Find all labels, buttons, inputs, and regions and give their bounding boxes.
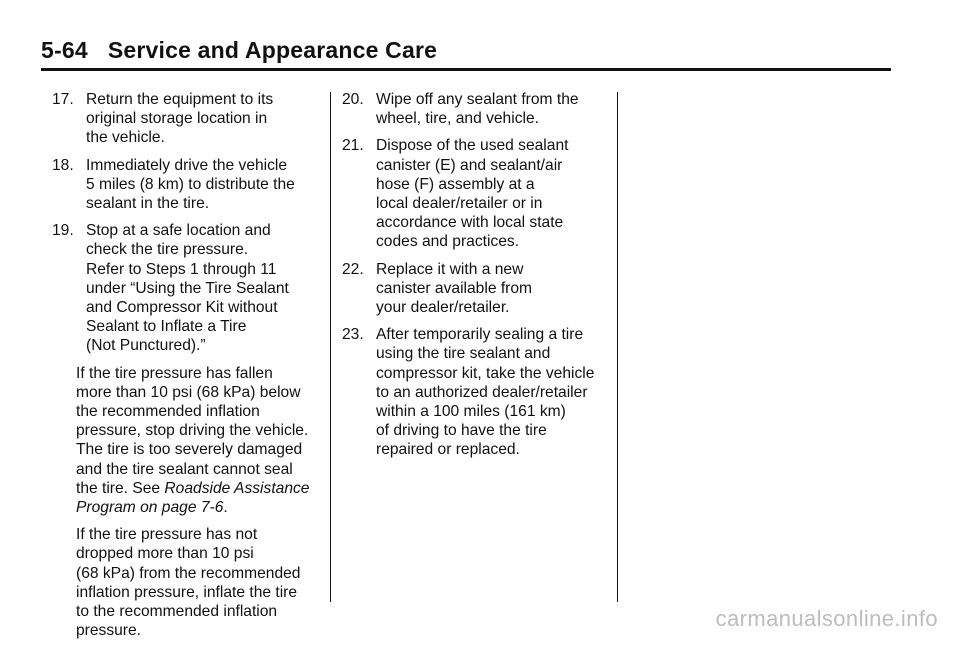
step-number: 20. (342, 91, 364, 108)
site-watermark: carmanualsonline.info (715, 606, 938, 631)
page-title (41, 37, 437, 64)
step-19 (52, 221, 322, 355)
step-18 (52, 156, 322, 214)
paragraph-text: If the tire pressure has fallen more than 10 psi (68 kPa) below the recommended inflation pressure, stop driving the vehicle. The tire is too severely damaged and the tire sealant cannot seal the tire. See (76, 364, 309, 497)
step-number: 22. (342, 260, 364, 278)
right-column (342, 90, 612, 468)
step-20 (342, 90, 612, 128)
step-number: 21. (342, 137, 364, 155)
paragraph-end: . (223, 499, 228, 517)
step-text: After temporarily sealing a tire using the tire sealant and compressor kit, take the vehicle to an authorized dealer/retailer within a 100 miles (161 km) of driving to have the tire repaired or replaced. (376, 326, 595, 459)
column-divider (330, 92, 331, 602)
step-number: 17. (52, 91, 74, 108)
step-text: Immediately drive the vehicle 5 miles (8 km) to distribute the sealant in the tire. (86, 156, 295, 213)
step-17 (52, 90, 322, 148)
step-text: Wipe off any sealant from the wheel, tire, and vehicle. (376, 91, 579, 128)
page-number: 5-64 (41, 37, 88, 63)
step-number: 23. (342, 326, 364, 344)
roadside-assistance-link[interactable]: Roadside Assistance Program on page 7‑6 (76, 479, 310, 517)
step-21 (342, 136, 612, 251)
step-text: Replace it with a new canister available from your dealer/retailer. (376, 260, 533, 317)
step-number: 18. (52, 156, 74, 174)
section-title: Service and Appearance Care (107, 37, 438, 63)
column-divider (617, 92, 618, 602)
step-text: Return the equipment to its original storage location in the vehicle. (86, 91, 274, 147)
pressure-not-dropped-paragraph: If the tire pressure has not dropped more than 10 psi (68 kPa) from the recommended inflation pressure, inflate the tire to the recommended inflation pressure. (76, 526, 301, 640)
step-22 (342, 260, 612, 318)
step-text: Stop at a safe location and check the tire pressure. Refer to Steps 1 through 11 under “Using the Tire Sealant and Compressor Kit without Sealant to Inflate a Tire (Not Punctured).” (86, 222, 289, 355)
pressure-fallen-paragraph (52, 364, 322, 518)
left-column (52, 90, 322, 648)
step-text: Dispose of the used sealant canister (E) and sealant/air hose (F) assembly at a local dealer/retailer or in accordance with local state codes and practices. (376, 137, 569, 251)
step-number: 19. (52, 222, 74, 240)
step-23 (342, 325, 612, 459)
page-header (41, 36, 891, 71)
